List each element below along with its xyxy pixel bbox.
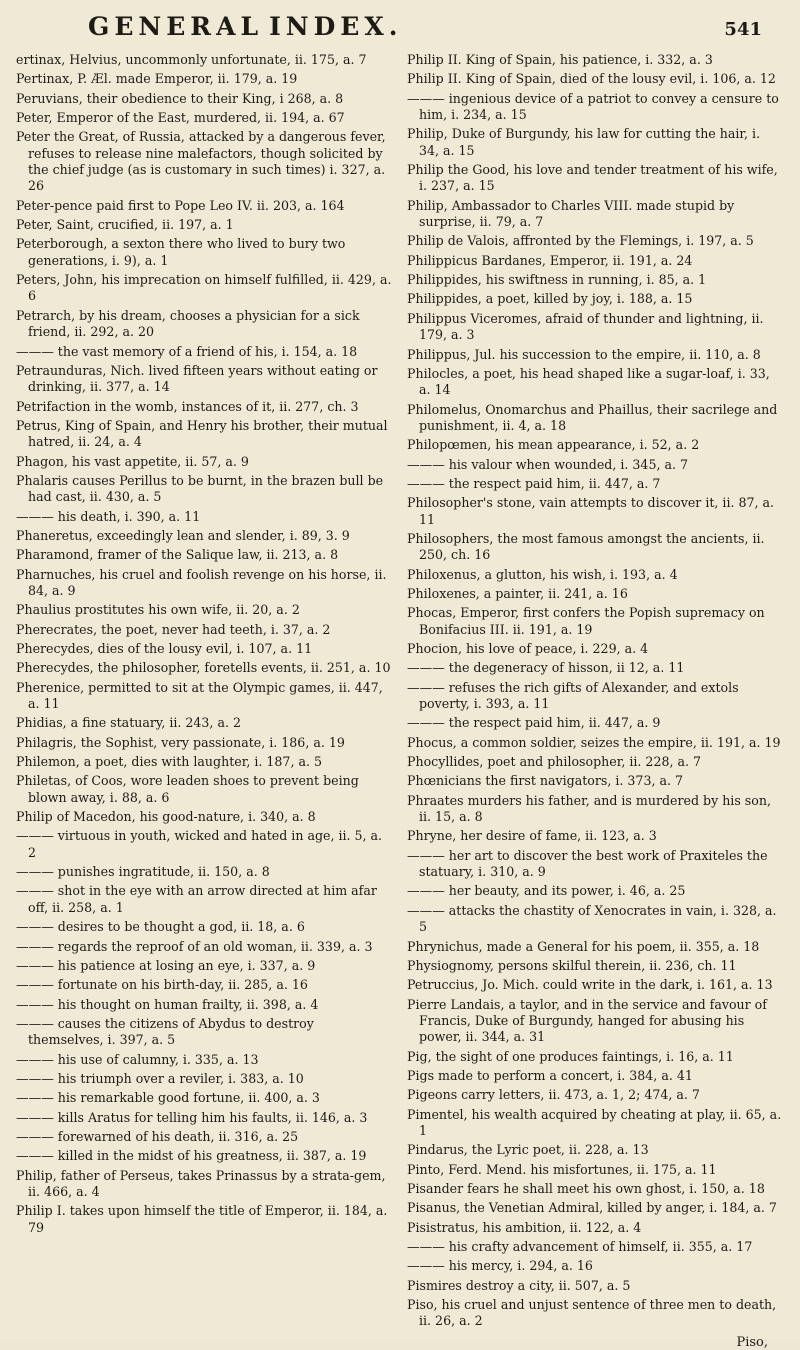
- index-entry: ertinax, Helvius, uncommonly unfortunate, ii. 175, a. 7: [16, 52, 367, 67]
- index-entry: Physiognomy, persons skilful therein, ii. 236, ch. 11: [407, 957, 737, 973]
- index-entry: ——— fortunate on his birth-day, ii. 285, a. 16: [16, 977, 308, 993]
- index-entry: Phaulius prostitutes his own wife, ii. 20, a. 2: [16, 602, 300, 618]
- index-entry: Philip, Duke of Burgundy, his law for cutting the hair, i. 34, a. 15: [407, 126, 761, 158]
- index-entry: ——— his triumph over a reviler, i. 383, a. 10: [16, 1070, 304, 1086]
- index-entry: Philoxenus, a glutton, his wish, i. 193, a. 4: [407, 566, 678, 582]
- index-entry: Philippus Viceromes, afraid of thunder and lightning, ii. 179, a. 3: [407, 310, 764, 343]
- index-columns: [16, 52, 786, 1333]
- index-entry: Philopœmen, his mean appearance, i. 52, a. 2: [407, 437, 700, 453]
- index-entry: Pismires destroy a city, ii. 507, a. 5: [407, 1277, 631, 1293]
- index-entry: Pisistratus, his ambition, ii. 122, a. 4: [407, 1219, 642, 1235]
- index-entry: Phalaris causes Perillus to be burnt, in the brazen bull be had cast, ii. 430, a. 5: [16, 472, 384, 505]
- index-entry: Petrifaction in the womb, instances of it, ii. 277, ch. 3: [16, 398, 359, 414]
- index-entry: Peters, John, his imprecation on himself fulfilled, ii. 429, a. 6: [16, 272, 392, 304]
- page-number: 541: [724, 19, 762, 40]
- index-entry: Philip II. King of Spain, died of the lousy evil, i. 106, a. 12: [407, 71, 776, 87]
- index-entry: Petrarch, by his dream, chooses a physician for a sick friend, ii. 292, a. 20: [16, 307, 360, 340]
- index-entry: ——— his remarkable good fortune, ii. 400, a. 3: [16, 1090, 320, 1106]
- index-entry: Pisanus, the Venetian Admiral, killed by anger, i. 184, a. 7: [407, 1200, 777, 1216]
- index-entry: ——— forewarned of his death, ii. 316, a. 25: [16, 1128, 299, 1144]
- index-entry: Peterborough, a sexton there who lived to bury two generations, i. 9), a. 1: [16, 236, 346, 268]
- index-entry: ——— the degeneracy of hisson, ii 12, a. 11: [407, 660, 685, 676]
- index-entry: Pindarus, the Lyric poet, ii. 228, a. 13: [407, 1142, 649, 1158]
- index-entry: ——— his thought on human frailty, ii. 398, a. 4: [16, 996, 319, 1012]
- index-entry: ——— punishes ingratitude, ii. 150, a. 8: [16, 864, 270, 880]
- running-head: [16, 12, 786, 48]
- index-entry: Philip, Ambassador to Charles VIII. made stupid by surprise, ii. 79, a. 7: [407, 197, 735, 230]
- index-entry: Pisander fears he shall meet his own ghost, i. 150, a. 18: [407, 1180, 765, 1196]
- index-entry: Phagon, his vast appetite, ii. 57, a. 9: [16, 453, 249, 469]
- index-entry: Peter, Saint, crucified, ii. 197, a. 1: [16, 217, 234, 233]
- index-entry: Pigeons carry letters, ii. 473, a. 1, 2; 474, a. 7: [407, 1087, 700, 1103]
- index-entry: ——— kills Aratus for telling him his faults, ii. 146, a. 3: [16, 1109, 368, 1125]
- index-entry: Pierre Landais, a taylor, and in the service and favour of Francis, Duke of Burgundy, hanged for abusing his power, ii. 344, a. 31: [407, 996, 767, 1045]
- index-entry: Philagris, the Sophist, very passionate, i. 186, a. 19: [16, 734, 345, 750]
- index-entry: Phryne, her desire of fame, ii. 123, a. 3: [407, 828, 657, 844]
- index-entry: ——— his crafty advancement of himself, ii. 355, a. 17: [407, 1239, 753, 1254]
- index-entry: Philetas, of Coos, wore leaden shoes to prevent being blown away, i. 88, a. 6: [16, 773, 359, 805]
- index-entry: Philosopher's stone, vain attempts to discover it, ii. 87, a. 11: [407, 495, 775, 527]
- index-entry: ——— ingenious device of a patriot to convey a censure to him, i. 234, a. 15: [407, 90, 779, 123]
- index-entry: Philocles, a poet, his head shaped like a sugar-loaf, i. 33, a. 14: [407, 365, 770, 398]
- index-entry: Petruccius, Jo. Mich. could write in the dark, i. 161, a. 13: [407, 977, 773, 993]
- index-entry: Piso, his cruel and unjust sentence of three men to death, ii. 26, a. 2: [407, 1297, 777, 1329]
- index-entry: Pharnuches, his cruel and foolish revenge on his horse, ii. 84, a. 9: [16, 566, 387, 598]
- index-entry: Petraunduras, Nich. lived fifteen years without eating or drinking, ii. 377, a. 14: [16, 362, 378, 395]
- index-entry: Pimentel, his wealth acquired by cheating at play, ii. 65, a. 1: [407, 1106, 782, 1138]
- index-entry: Phocas, Emperor, first confers the Popish supremacy on Bonifacius III. ii. 191, a. 19: [407, 605, 765, 637]
- running-head-left: GENERAL: [88, 12, 264, 41]
- index-entry: ——— the respect paid him, ii. 447, a. 9: [407, 715, 661, 731]
- index-entry: ——— virtuous in youth, wicked and hated in age, ii. 5, a. 2: [16, 828, 383, 860]
- index-entry: Petrus, King of Spain, and Henry his brother, their mutual hatred, ii. 24, a. 4: [16, 417, 388, 450]
- index-entry: Pharamond, framer of the Salique law, ii. 213, a. 8: [16, 547, 339, 563]
- index-entry: ——— her beauty, and its power, i. 46, a. 25: [407, 883, 686, 899]
- index-entry: Phocus, a common soldier, seizes the empire, ii. 191, a. 19: [407, 734, 781, 750]
- index-entry: Philomelus, Onomarchus and Phaillus, their sacrilege and punishment, ii. 4, a. 18: [407, 401, 778, 433]
- index-entry: ——— causes the citizens of Abydus to destroy themselves, i. 397, a. 5: [16, 1015, 314, 1048]
- running-head-center: INDEX.: [269, 12, 403, 41]
- index-entry: Phidias, a fine statuary, ii. 243, a. 2: [16, 715, 241, 731]
- index-entry: Pigs made to perform a concert, i. 384, a. 41: [407, 1067, 693, 1083]
- index-entry: Philippicus Bardanes, Emperor, ii. 191, a. 24: [407, 252, 693, 268]
- index-entry: Phrynichus, made a General for his poem, ii. 355, a. 18: [407, 938, 760, 954]
- index-entry: Peter the Great, of Russia, attacked by a dangerous fever, refuses to release nine malefactors, though solicited by the chief judge (as is customary in such times) i. 327, a. 26: [16, 129, 386, 194]
- index-entry: Philippus, Jul. his succession to the empire, ii. 110, a. 8: [407, 346, 761, 362]
- index-entry: ——— his mercy, i. 294, a. 16: [407, 1258, 593, 1274]
- catchword: Piso,: [736, 1334, 768, 1350]
- index-entry: Philip, father of Perseus, takes Prinassus by a strata-gem, ii. 466, a. 4: [16, 1167, 386, 1199]
- index-entry: Phocion, his love of peace, i. 229, a. 4: [407, 641, 649, 656]
- index-entry: ——— his valour when wounded, i. 345, a. 7: [407, 456, 688, 472]
- index-entry: Philippides, his swiftness in running, i. 85, a. 1: [407, 272, 707, 288]
- index-entry: Philip the Good, his love and tender treatment of his wife, i. 237, a. 15: [407, 162, 778, 194]
- index-entry: Peruvians, their obedience to their King, i 268, a. 8: [16, 90, 344, 106]
- index-entry: ——— shot in the eye with an arrow directed at him afar off, ii. 258, a. 1: [16, 883, 377, 915]
- index-entry: Philip II. King of Spain, his patience, i. 332, a. 3: [407, 52, 713, 67]
- index-entry: Pherenice, permitted to sit at the Olympic games, ii. 447, a. 11: [16, 679, 383, 712]
- index-entry: ——— desires to be thought a god, ii. 18, a. 6: [16, 919, 305, 935]
- index-entry: Peter-pence paid first to Pope Leo IV. ii. 203, a. 164: [16, 197, 345, 213]
- index-entry: ——— refuses the rich gifts of Alexander, and extols poverty, i. 393, a. 11: [407, 679, 739, 712]
- index-entry: Pherecydes, the philosopher, foretells events, ii. 251, a. 10: [16, 660, 391, 676]
- index-entry: ——— the respect paid him, ii. 447, a. 7: [407, 475, 661, 491]
- index-entry: Phaneretus, exceedingly lean and slender, i. 89, 3. 9: [16, 527, 350, 543]
- index-entry: ——— regards the reproof of an old woman, ii. 339, a. 3: [16, 938, 373, 954]
- right-column: [407, 52, 784, 1333]
- index-entry: ——— her art to discover the best work of Praxiteles the statuary, i. 310, a. 9: [407, 847, 768, 880]
- index-entry: Pertinax, P. Æl. made Emperor, ii. 179, a. 19: [16, 71, 298, 87]
- index-entry: Phraates murders his father, and is murdered by his son, ii. 15, a. 8: [407, 792, 771, 825]
- index-entry: Philippides, a poet, killed by joy, i. 188, a. 15: [407, 291, 693, 307]
- index-entry: ——— his death, i. 390, a. 11: [16, 508, 201, 524]
- index-entry: Pinto, Ferd. Mend. his misfortunes, ii. 175, a. 11: [407, 1161, 717, 1177]
- index-entry: ——— his use of calumny, i. 335, a. 13: [16, 1051, 259, 1067]
- index-entry: Philip de Valois, affronted by the Flemings, i. 197, a. 5: [407, 233, 754, 249]
- index-entry: Philemon, a poet, dies with laughter, i. 187, a. 5: [16, 754, 322, 770]
- index-entry: Peter, Emperor of the East, murdered, ii. 194, a. 67: [16, 110, 345, 126]
- index-entry: Phocyllides, poet and philosopher, ii. 228, a. 7: [407, 754, 702, 770]
- index-entry: Phœnicians the first navigators, i. 373, a. 7: [407, 773, 683, 789]
- index-entry: Pherecrates, the poet, never had teeth, i. 37, a. 2: [16, 621, 331, 637]
- index-entry: Philip I. takes upon himself the title of Emperor, ii. 184, a. 79: [16, 1203, 388, 1235]
- index-entry: Philoxenes, a painter, ii. 241, a. 16: [407, 585, 628, 601]
- index-entry: ——— killed in the midst of his greatness, ii. 387, a. 19: [16, 1148, 367, 1164]
- index-entry: ——— the vast memory of a friend of his, i. 154, a. 18: [16, 343, 358, 359]
- index-entry: Pherecydes, dies of the lousy evil, i. 107, a. 11: [16, 641, 313, 656]
- index-entry: Philip of Macedon, his good-nature, i. 340, a. 8: [16, 809, 316, 825]
- index-entry: ——— his patience at losing an eye, i. 337, a. 9: [16, 957, 316, 973]
- index-entry: ——— attacks the chastity of Xenocrates in vain, i. 328, a. 5: [407, 902, 777, 935]
- index-entry: Philosophers, the most famous amongst the ancients, ii. 250, ch. 16: [407, 530, 765, 563]
- index-entry: Pig, the sight of one produces faintings, i. 16, a. 11: [407, 1048, 734, 1064]
- left-column: [16, 52, 393, 1333]
